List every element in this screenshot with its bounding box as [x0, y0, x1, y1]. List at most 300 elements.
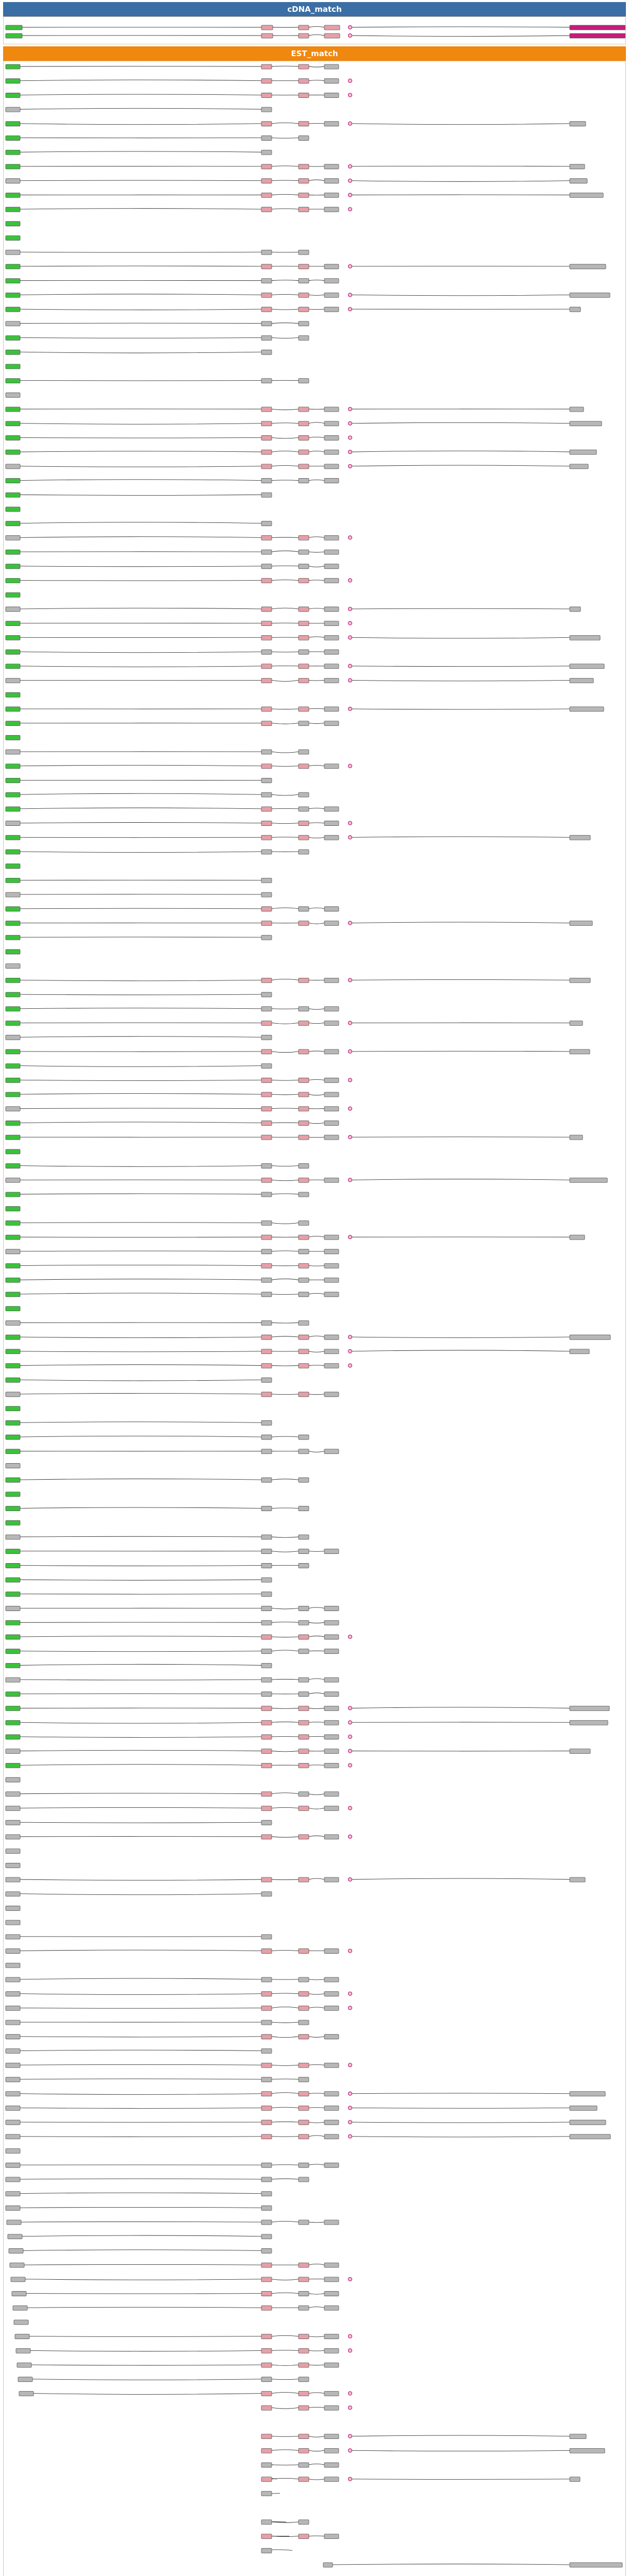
est-exon-first [6, 1107, 20, 1111]
est-intron [272, 1551, 299, 1552]
est-intron [20, 1436, 261, 1437]
est-intron [309, 66, 324, 67]
est-exon [299, 1720, 309, 1725]
est-exon [299, 1007, 309, 1011]
est-exon [261, 193, 272, 197]
est-exon [261, 122, 272, 126]
est-exon [261, 678, 272, 683]
est-splice-dot [349, 264, 352, 268]
est-intron [272, 2279, 299, 2280]
est-intron [309, 2350, 324, 2351]
est-exon [324, 1249, 339, 1254]
est-exon [299, 407, 309, 412]
est-intron [352, 181, 570, 182]
est-exon-first [6, 878, 20, 883]
est-intron [272, 2093, 299, 2094]
est-intron [20, 451, 261, 452]
est-splice-dot [349, 1107, 352, 1110]
est-exon-first [6, 2192, 20, 2196]
est-intron [272, 723, 299, 724]
est-exon [261, 1620, 272, 1625]
est-exon [261, 2234, 272, 2239]
est-intron [20, 1507, 261, 1509]
est-intron [309, 2407, 324, 2408]
est-exon [261, 1677, 272, 1682]
est-intron [272, 309, 299, 310]
est-intron [309, 837, 324, 838]
est-exon [261, 1164, 272, 1168]
est-intron [20, 1365, 261, 1366]
est-exon [299, 1049, 309, 1054]
est-exon [324, 1078, 339, 1082]
est-exon [299, 1363, 309, 1368]
est-exon [299, 1606, 309, 1611]
est-exon [324, 1135, 339, 1140]
est-exon-first [6, 692, 20, 697]
est-exon [324, 2292, 339, 2296]
est-exon-first [10, 2263, 24, 2267]
est-exon [324, 2120, 339, 2125]
est-intron [309, 2093, 324, 2094]
est-exon [299, 2092, 309, 2096]
est-splice-dot [349, 1878, 352, 1882]
est-intron [272, 280, 299, 281]
est-exon-first [6, 1877, 20, 1882]
est-exon [299, 579, 309, 583]
est-intron [20, 1166, 261, 1167]
est-intron [333, 2564, 570, 2565]
est-exon [299, 193, 309, 197]
est-exon [261, 579, 272, 583]
est-exon-first [11, 2277, 25, 2282]
est-splice-dot [349, 921, 352, 925]
est-exon-last [570, 122, 586, 126]
est-intron [309, 2393, 324, 2394]
est-exon [261, 321, 272, 326]
est-splice-dot [349, 450, 352, 454]
est-intron [20, 994, 261, 995]
est-intron [20, 1651, 261, 1652]
est-splice-dot [349, 1806, 352, 1810]
est-splice-dot [349, 164, 352, 168]
est-exon [261, 2491, 272, 2496]
est-exon [324, 1349, 339, 1354]
est-exon-first [6, 350, 20, 354]
est-exon-first [6, 892, 20, 897]
est-exon [261, 1877, 272, 1882]
est-exon [261, 1249, 272, 1254]
est-exon-last [570, 835, 590, 840]
est-exon [324, 1706, 339, 1711]
est-intron [272, 794, 299, 795]
est-intron [20, 309, 261, 310]
est-exon [299, 664, 309, 669]
est-exon [324, 450, 339, 454]
est-exon-first [17, 2363, 31, 2367]
est-exon [261, 764, 272, 769]
est-exon-first [6, 950, 20, 954]
est-exon [261, 79, 272, 83]
est-exon [324, 835, 339, 840]
est-exon [324, 2063, 339, 2067]
est-intron [272, 1793, 299, 1794]
est-exon-first [6, 379, 20, 383]
est-exon [261, 1178, 272, 1182]
est-intron [309, 637, 324, 638]
est-splice-dot [349, 1136, 352, 1139]
est-exon [261, 1449, 272, 1454]
est-exon [299, 435, 309, 440]
est-exon [261, 1649, 272, 1654]
est-exon [261, 2520, 272, 2524]
est-splice-dot [349, 978, 352, 982]
est-exon-first [12, 2292, 26, 2296]
est-exon [261, 2348, 272, 2353]
est-intron [272, 2379, 299, 2380]
est-exon-last [570, 1049, 590, 1054]
est-exon [299, 750, 309, 754]
est-exon [261, 778, 272, 783]
est-exon [261, 935, 272, 940]
est-exon [299, 2263, 309, 2267]
est-exon [261, 2548, 272, 2553]
est-exon [324, 2277, 339, 2282]
est-exon-first [6, 2163, 20, 2167]
est-exon [261, 1378, 272, 1382]
est-exon-last [570, 707, 604, 711]
est-intron [20, 1565, 261, 1566]
est-intron [309, 280, 324, 281]
est-exon [324, 2220, 339, 2225]
est-exon-first [6, 750, 20, 754]
est-intron [272, 2335, 299, 2336]
est-intron [272, 1679, 299, 1680]
est-exon [261, 1578, 272, 1582]
est-exon-first [6, 1863, 20, 1868]
est-splice-dot [349, 1764, 352, 1767]
est-intron [272, 2022, 299, 2023]
est-exon-first [6, 93, 20, 97]
est-exon-first [6, 850, 20, 854]
est-intron [272, 2037, 299, 2038]
est-intron [272, 1394, 299, 1395]
est-intron [352, 2122, 570, 2123]
est-intron [309, 1094, 324, 1095]
est-intron [272, 1807, 299, 1808]
est-exon-last [570, 2092, 605, 2096]
est-exon [261, 721, 272, 726]
est-intron [272, 409, 299, 410]
est-exon-last [570, 1706, 609, 1711]
cdna-exon [299, 33, 309, 38]
est-exon [261, 179, 272, 183]
est-intron [309, 680, 324, 681]
est-exon [299, 764, 309, 769]
est-exon [299, 2163, 309, 2167]
est-exon [261, 1007, 272, 1011]
est-exon [299, 1635, 309, 1639]
est-exon [261, 707, 272, 711]
est-intron [272, 2365, 299, 2366]
est-exon-first [6, 935, 20, 940]
est-exon [299, 1692, 309, 1697]
est-splice-dot [349, 2277, 352, 2281]
est-exon [299, 250, 309, 255]
est-exon-first [6, 1092, 20, 1097]
est-exon [324, 1121, 339, 1125]
est-exon [261, 821, 272, 826]
est-intron [309, 723, 324, 724]
est-exon [261, 2363, 272, 2367]
est-intron [352, 637, 570, 638]
est-exon-first [6, 1463, 20, 1468]
est-exon [324, 1992, 339, 1996]
est-exon [261, 2463, 272, 2467]
est-exon [261, 493, 272, 497]
est-exon-first [6, 1935, 20, 1939]
est-splice-dot [349, 621, 352, 625]
est-exon-first [6, 778, 20, 783]
est-splice-dot [349, 536, 352, 539]
est-exon-first [6, 1035, 20, 1040]
est-intron [20, 908, 261, 909]
est-intron [20, 1822, 261, 1823]
est-intron [309, 908, 324, 909]
est-exon [324, 1264, 339, 1268]
est-intron [352, 1051, 570, 1052]
est-exon [299, 1178, 309, 1182]
est-exon-last [570, 407, 584, 412]
est-exon [261, 2292, 272, 2296]
est-intron [272, 1023, 299, 1024]
est-exon-first [6, 807, 20, 811]
est-exon [299, 2534, 309, 2539]
est-intron [20, 1636, 261, 1637]
est-exon [299, 264, 309, 269]
est-intron [20, 1807, 261, 1808]
est-exon-last [570, 2134, 610, 2139]
est-exon [299, 279, 309, 283]
est-exon-first [6, 1420, 20, 1425]
est-splice-dot [349, 2434, 352, 2438]
est-intron [20, 652, 261, 653]
est-intron [309, 1794, 324, 1795]
est-intron [20, 1879, 261, 1880]
est-exon [324, 2534, 339, 2539]
est-exon-first [6, 1363, 20, 1368]
est-intron [272, 1751, 299, 1752]
est-exon [261, 750, 272, 754]
est-exon-first [6, 921, 20, 926]
est-exon [261, 1420, 272, 1425]
est-intron [309, 1451, 324, 1452]
est-exon [324, 1235, 339, 1240]
est-exon-first [6, 1192, 20, 1197]
cdna-intron [309, 26, 324, 27]
est-intron [309, 2294, 324, 2295]
est-splice-dot [349, 821, 352, 825]
est-exon-last [570, 1335, 610, 1340]
est-exon-first [6, 592, 20, 597]
est-exon [261, 1563, 272, 1568]
est-exon [324, 2106, 339, 2110]
est-intron [24, 2264, 261, 2265]
est-exon [299, 1506, 309, 1511]
est-exon [261, 621, 272, 626]
est-exon [299, 535, 309, 540]
est-exon [324, 1763, 339, 1768]
est-intron [20, 793, 261, 794]
est-exon [261, 2092, 272, 2096]
est-exon-first [6, 907, 20, 911]
est-exon-first [6, 1307, 20, 1311]
est-exon-first [6, 493, 20, 497]
est-splice-dot [349, 679, 352, 682]
est-exon [299, 2377, 309, 2382]
est-intron [309, 1636, 324, 1637]
est-exon [261, 2220, 272, 2225]
est-exon-last [570, 607, 581, 612]
est-exon [324, 2477, 339, 2482]
est-intron [352, 666, 570, 667]
est-exon-last [570, 2434, 586, 2439]
est-exon [299, 2405, 309, 2410]
est-exon-first [9, 2248, 23, 2253]
est-exon [299, 550, 309, 554]
est-exon [299, 2077, 309, 2082]
est-exon-first [6, 1392, 20, 1397]
est-exon [261, 1021, 272, 1025]
est-exon [261, 878, 272, 883]
est-intron [309, 1693, 324, 1694]
cdna-track-svg [4, 17, 625, 44]
est-exon [261, 1549, 272, 1554]
est-exon [324, 2092, 339, 2096]
est-exon-first [6, 122, 20, 126]
est-exon-first [6, 535, 20, 540]
est-exon-first [6, 1720, 20, 1725]
est-exon-last [570, 2448, 605, 2453]
est-splice-dot [349, 79, 352, 82]
est-exon [324, 164, 339, 169]
est-intron [20, 423, 261, 425]
est-exon-first [6, 607, 20, 612]
est-exon-first [6, 1335, 20, 1340]
est-exon-first [6, 1235, 20, 1240]
est-intron [352, 451, 570, 452]
est-exon [261, 1435, 272, 1439]
est-exon-first [6, 1649, 20, 1654]
est-intron [272, 1279, 299, 1280]
est-exon [324, 2405, 339, 2410]
est-intron [309, 2336, 324, 2337]
est-exon [261, 1235, 272, 1240]
est-exon [324, 1949, 339, 1954]
est-splice-dot [349, 436, 352, 439]
est-exon [299, 1107, 309, 1111]
est-exon-first [6, 1207, 20, 1211]
est-exon-first [6, 1049, 20, 1054]
est-exon-first [6, 207, 20, 212]
est-exon [324, 1677, 339, 1682]
est-intron [309, 1878, 324, 1879]
est-intron [272, 437, 299, 438]
est-splice-dot [349, 664, 352, 668]
est-intron [20, 151, 261, 152]
est-exon [261, 992, 272, 997]
est-exon [261, 421, 272, 426]
est-exon-first [6, 1706, 20, 1711]
est-exon [299, 850, 309, 854]
est-exon [324, 564, 339, 569]
est-exon [299, 2177, 309, 2182]
est-exon [261, 2306, 272, 2310]
est-exon-last [570, 2120, 606, 2125]
est-exon [299, 1021, 309, 1025]
est-exon [261, 64, 272, 69]
est-intron [20, 566, 261, 567]
est-exon [261, 1835, 272, 1839]
est-exon [261, 107, 272, 112]
est-intron [272, 2221, 299, 2222]
est-exon [324, 1392, 339, 1397]
est-intron [309, 1236, 324, 1237]
est-intron [272, 1365, 299, 1366]
est-exon [299, 1435, 309, 1439]
est-exon [261, 93, 272, 97]
est-exon [299, 164, 309, 169]
est-exon [324, 1720, 339, 1725]
est-exon [261, 1806, 272, 1810]
est-exon [261, 1935, 272, 1939]
est-exon-first [6, 1592, 20, 1597]
est-exon [299, 1164, 309, 1168]
est-intron [309, 580, 324, 581]
est-intron [32, 2379, 261, 2380]
est-exon [324, 1007, 339, 1011]
est-exon-first [6, 1349, 20, 1354]
est-exon [261, 379, 272, 383]
est-intron [272, 323, 299, 324]
est-exon [261, 2263, 272, 2267]
est-exon [299, 921, 309, 926]
est-intron [20, 466, 261, 467]
est-exon [261, 1820, 272, 1825]
est-exon [299, 1478, 309, 1482]
est-exon-first [6, 1264, 20, 1268]
est-splice-dot [349, 1235, 352, 1239]
est-exon [299, 293, 309, 297]
est-splice-dot [349, 1349, 352, 1353]
est-exon [261, 293, 272, 297]
est-intron [20, 1279, 261, 1280]
cdna-exon [261, 25, 273, 30]
est-exon [261, 1977, 272, 1982]
est-exon [324, 1449, 339, 1454]
est-exon [299, 2277, 309, 2282]
est-exon [299, 978, 309, 982]
est-intron [272, 465, 299, 466]
est-exon [261, 2377, 272, 2382]
est-intron [309, 2307, 324, 2308]
est-exon [324, 550, 339, 554]
est-exon-first [15, 2334, 29, 2339]
est-exon-first [6, 1606, 20, 1611]
est-exon [261, 792, 272, 797]
est-intron [272, 1108, 299, 1109]
est-exon [261, 435, 272, 440]
est-exon-first [6, 1135, 20, 1140]
